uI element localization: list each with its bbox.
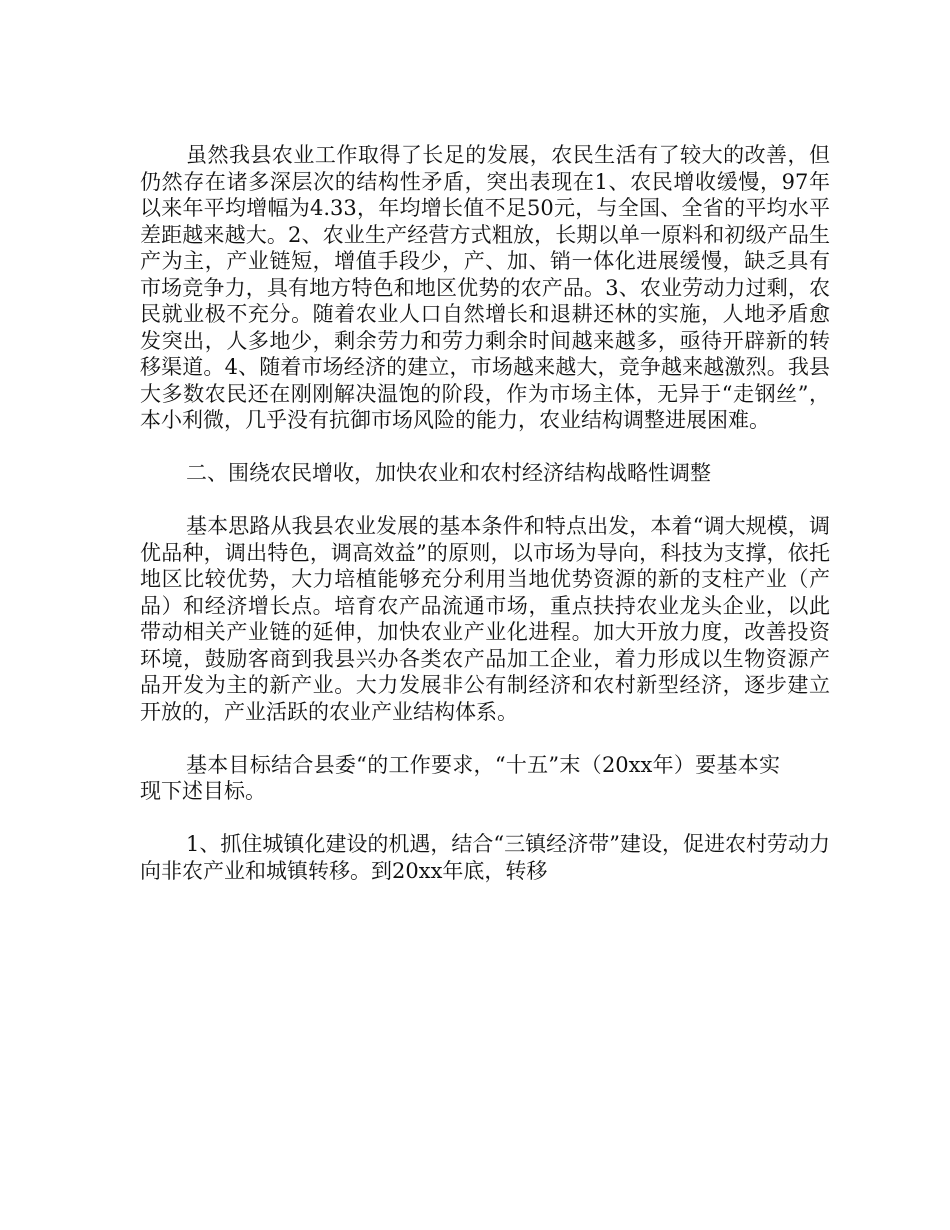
paragraph-basic-approach: 基本思路从我县农业发展的基本条件和特点出发，本着“调大规模，调优品种，调出特色，调高效益”的原则，以市场为导向，科技为支撑，依托地区比较优势，大力培植能够充分利用当地优势资源的新的支柱产业（产品）和经济增长点。培育农产品流通市场，重点扶持农业龙头企业，以此带动相关产业链的延伸，加快农业产业化进程。加大开放力度，改善投资环境，鼓励客商到我县兴办各类农产品加工企业，着力形成以生物资源产品开发为主的新产业。大力发展非公有制经济和农村新型经济，逐步建立开放的，产业活跃的农业产业结构体系。	[140, 514, 830, 724]
paragraph-basic-goal: 基本目标结合县委“的工作要求，“十五”末（20xx年）要基本实现下述目标。	[140, 752, 780, 803]
section-heading: 二、围绕农民增收，加快农业和农村经济结构战略性调整	[186, 461, 711, 485]
paragraph-structural-problems: 虽然我县农业工作取得了长足的发展，农民生活有了较大的改善，但仍然存在诸多深层次的结构性矛盾，突出表现在1、农民增收缓慢，97年以来年平均增幅为4.33，年均增长值不足50元，与全国、全省的平均水平差距越来越大。2、农业生产经营方式粗放，长期以单一原料和初级产品生产为主，产业链短，增值手段少，产、加、销一体化进展缓慢，缺乏具有市场竞争力，具有地方特色和地区优势的农产品。3、农业劳动力过剩，农民就业极不充分。随着农业人口自然增长和退耕还林的实施，人地矛盾愈发突出，人多地少，剩余劳力和劳力剩余时间越来越多，亟待开辟新的转移渠道。4、随着市场经济的建立，市场越来越大，竞争越来越激烈。我县大多数农民还在刚刚解决温饱的阶段，作为市场主体，无异于“走钢丝”，本小利微，几乎没有抗御市场风险的能力，农业结构调整进展困难。	[140, 143, 830, 432]
document-body	[140, 142, 830, 911]
paragraph-goal-item-1: 1、抓住城镇化建设的机遇，结合“三镇经济带”建设，促进农村劳动力向非农产业和城镇转移。到20xx年底，转移	[140, 832, 830, 883]
